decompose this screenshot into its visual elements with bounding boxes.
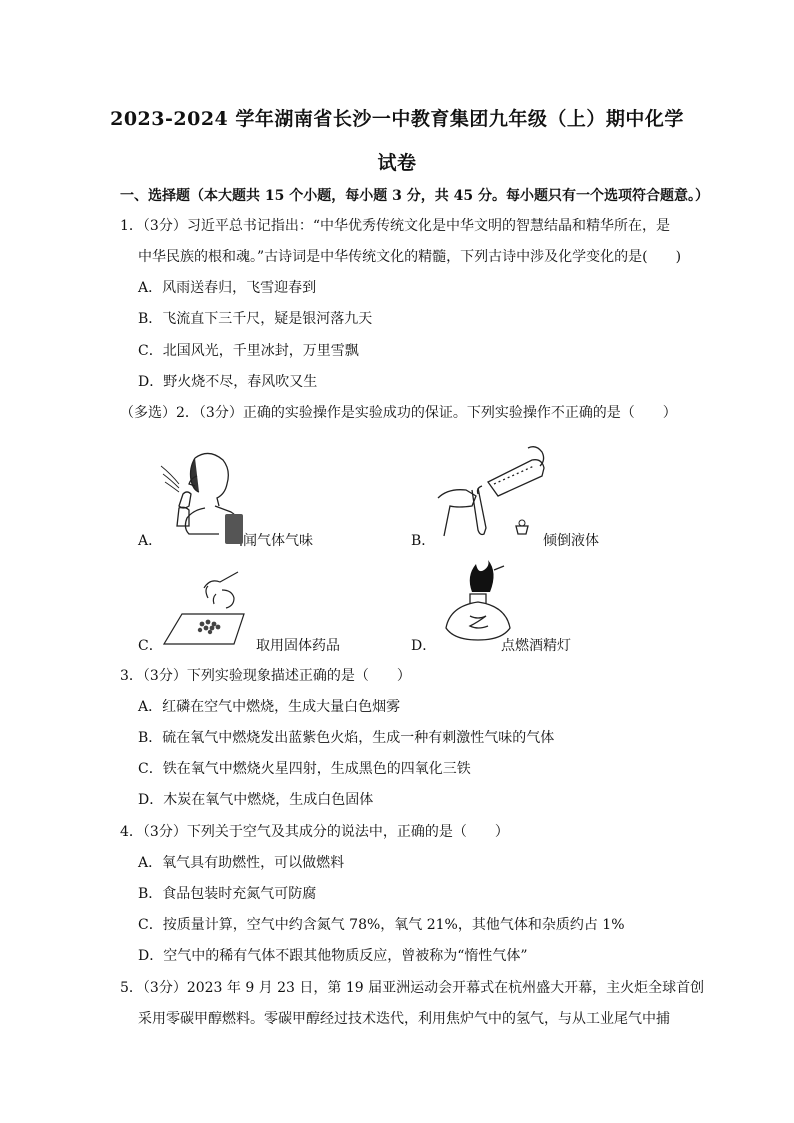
- q1-option-c: C．北国风光，千里冰封，万里雪飘: [138, 343, 359, 359]
- q2-b-label: 倾倒液体: [543, 533, 599, 549]
- smell-gas-figure: [155, 448, 245, 546]
- q1-option-b: B．飞流直下三千尺，疑是银河落九天: [138, 311, 373, 327]
- q4-option-b: B．食品包装时充氮气可防腐: [138, 886, 317, 902]
- q2-a-label: 闻气体气味: [243, 533, 313, 549]
- q4-option-a: A．氧气具有助燃性，可以做燃料: [138, 855, 345, 871]
- q2-c-label: 取用固体药品: [256, 638, 340, 654]
- q4-option-d: D．空气中的稀有气体不跟其他物质反应，曾被称为“惰性气体”: [138, 948, 528, 964]
- q3-option-c: C．铁在氧气中燃烧火星四射，生成黑色的四氧化三铁: [138, 761, 471, 777]
- q2-c-letter: C．: [138, 638, 163, 654]
- q2-stem: （多选）2．（3分）正确的实验操作是实验成功的保证。下列实验操作不正确的是（ ）: [120, 405, 677, 421]
- section-heading: 一、选择题（本大题共 15 个小题，每小题 3 分，共 45 分。每小题只有一个选项符合题意。）: [120, 188, 709, 204]
- exam-title-line2: 试卷: [377, 152, 417, 174]
- q1-stem-line1: 1．（3分）习近平总书记指出：“中华优秀传统文化是中华文明的智慧结晶和精华所在，是: [120, 218, 670, 234]
- exam-title-line1: 2023-2024 学年湖南省长沙一中教育集团九年级（上）期中化学: [110, 108, 684, 130]
- q2-d-label: 点燃酒精灯: [501, 638, 571, 654]
- solid-reagent-figure: [162, 566, 252, 648]
- q3-stem: 3．（3分）下列实验现象描述正确的是（ ）: [120, 668, 411, 684]
- q4-option-c: C．按质量计算，空气中约含氮气 78%，氧气 21%，其他气体和杂质约占 1%: [138, 917, 625, 933]
- q2-d-letter: D．: [411, 638, 437, 654]
- pour-liquid-figure: [432, 442, 552, 542]
- q3-option-a: A．红磷在空气中燃烧，生成大量白色烟雾: [138, 699, 401, 715]
- q2-b-letter: B．: [411, 533, 436, 549]
- q3-option-d: D．木炭在氧气中燃烧，生成白色固体: [138, 792, 374, 808]
- q4-stem: 4．（3分）下列关于空气及其成分的说法中，正确的是（ ）: [120, 824, 509, 840]
- q1-stem-line2: 中华民族的根和魂。”古诗词是中华传统文化的精髓，下列古诗中涉及化学变化的是( ): [138, 249, 682, 265]
- q1-option-a: A．风雨送春归，飞雪迎春到: [138, 280, 317, 296]
- q5-stem-line1: 5．（3分）2023 年 9 月 23 日，第 19 届亚洲运动会开幕式在杭州盛大开幕，主火炬全球首创: [120, 980, 705, 996]
- q1-option-d: D．野火烧不尽，春风吹又生: [138, 374, 318, 390]
- q3-option-b: B．硫在氧气中燃烧发出蓝紫色火焰，生成一种有刺激性气味的气体: [138, 730, 555, 746]
- q2-a-letter: A．: [138, 533, 163, 549]
- q5-stem-line2: 采用零碳甲醇燃料。零碳甲醇经过技术迭代，利用焦炉气中的氢气，与从工业尾气中捕: [138, 1011, 670, 1027]
